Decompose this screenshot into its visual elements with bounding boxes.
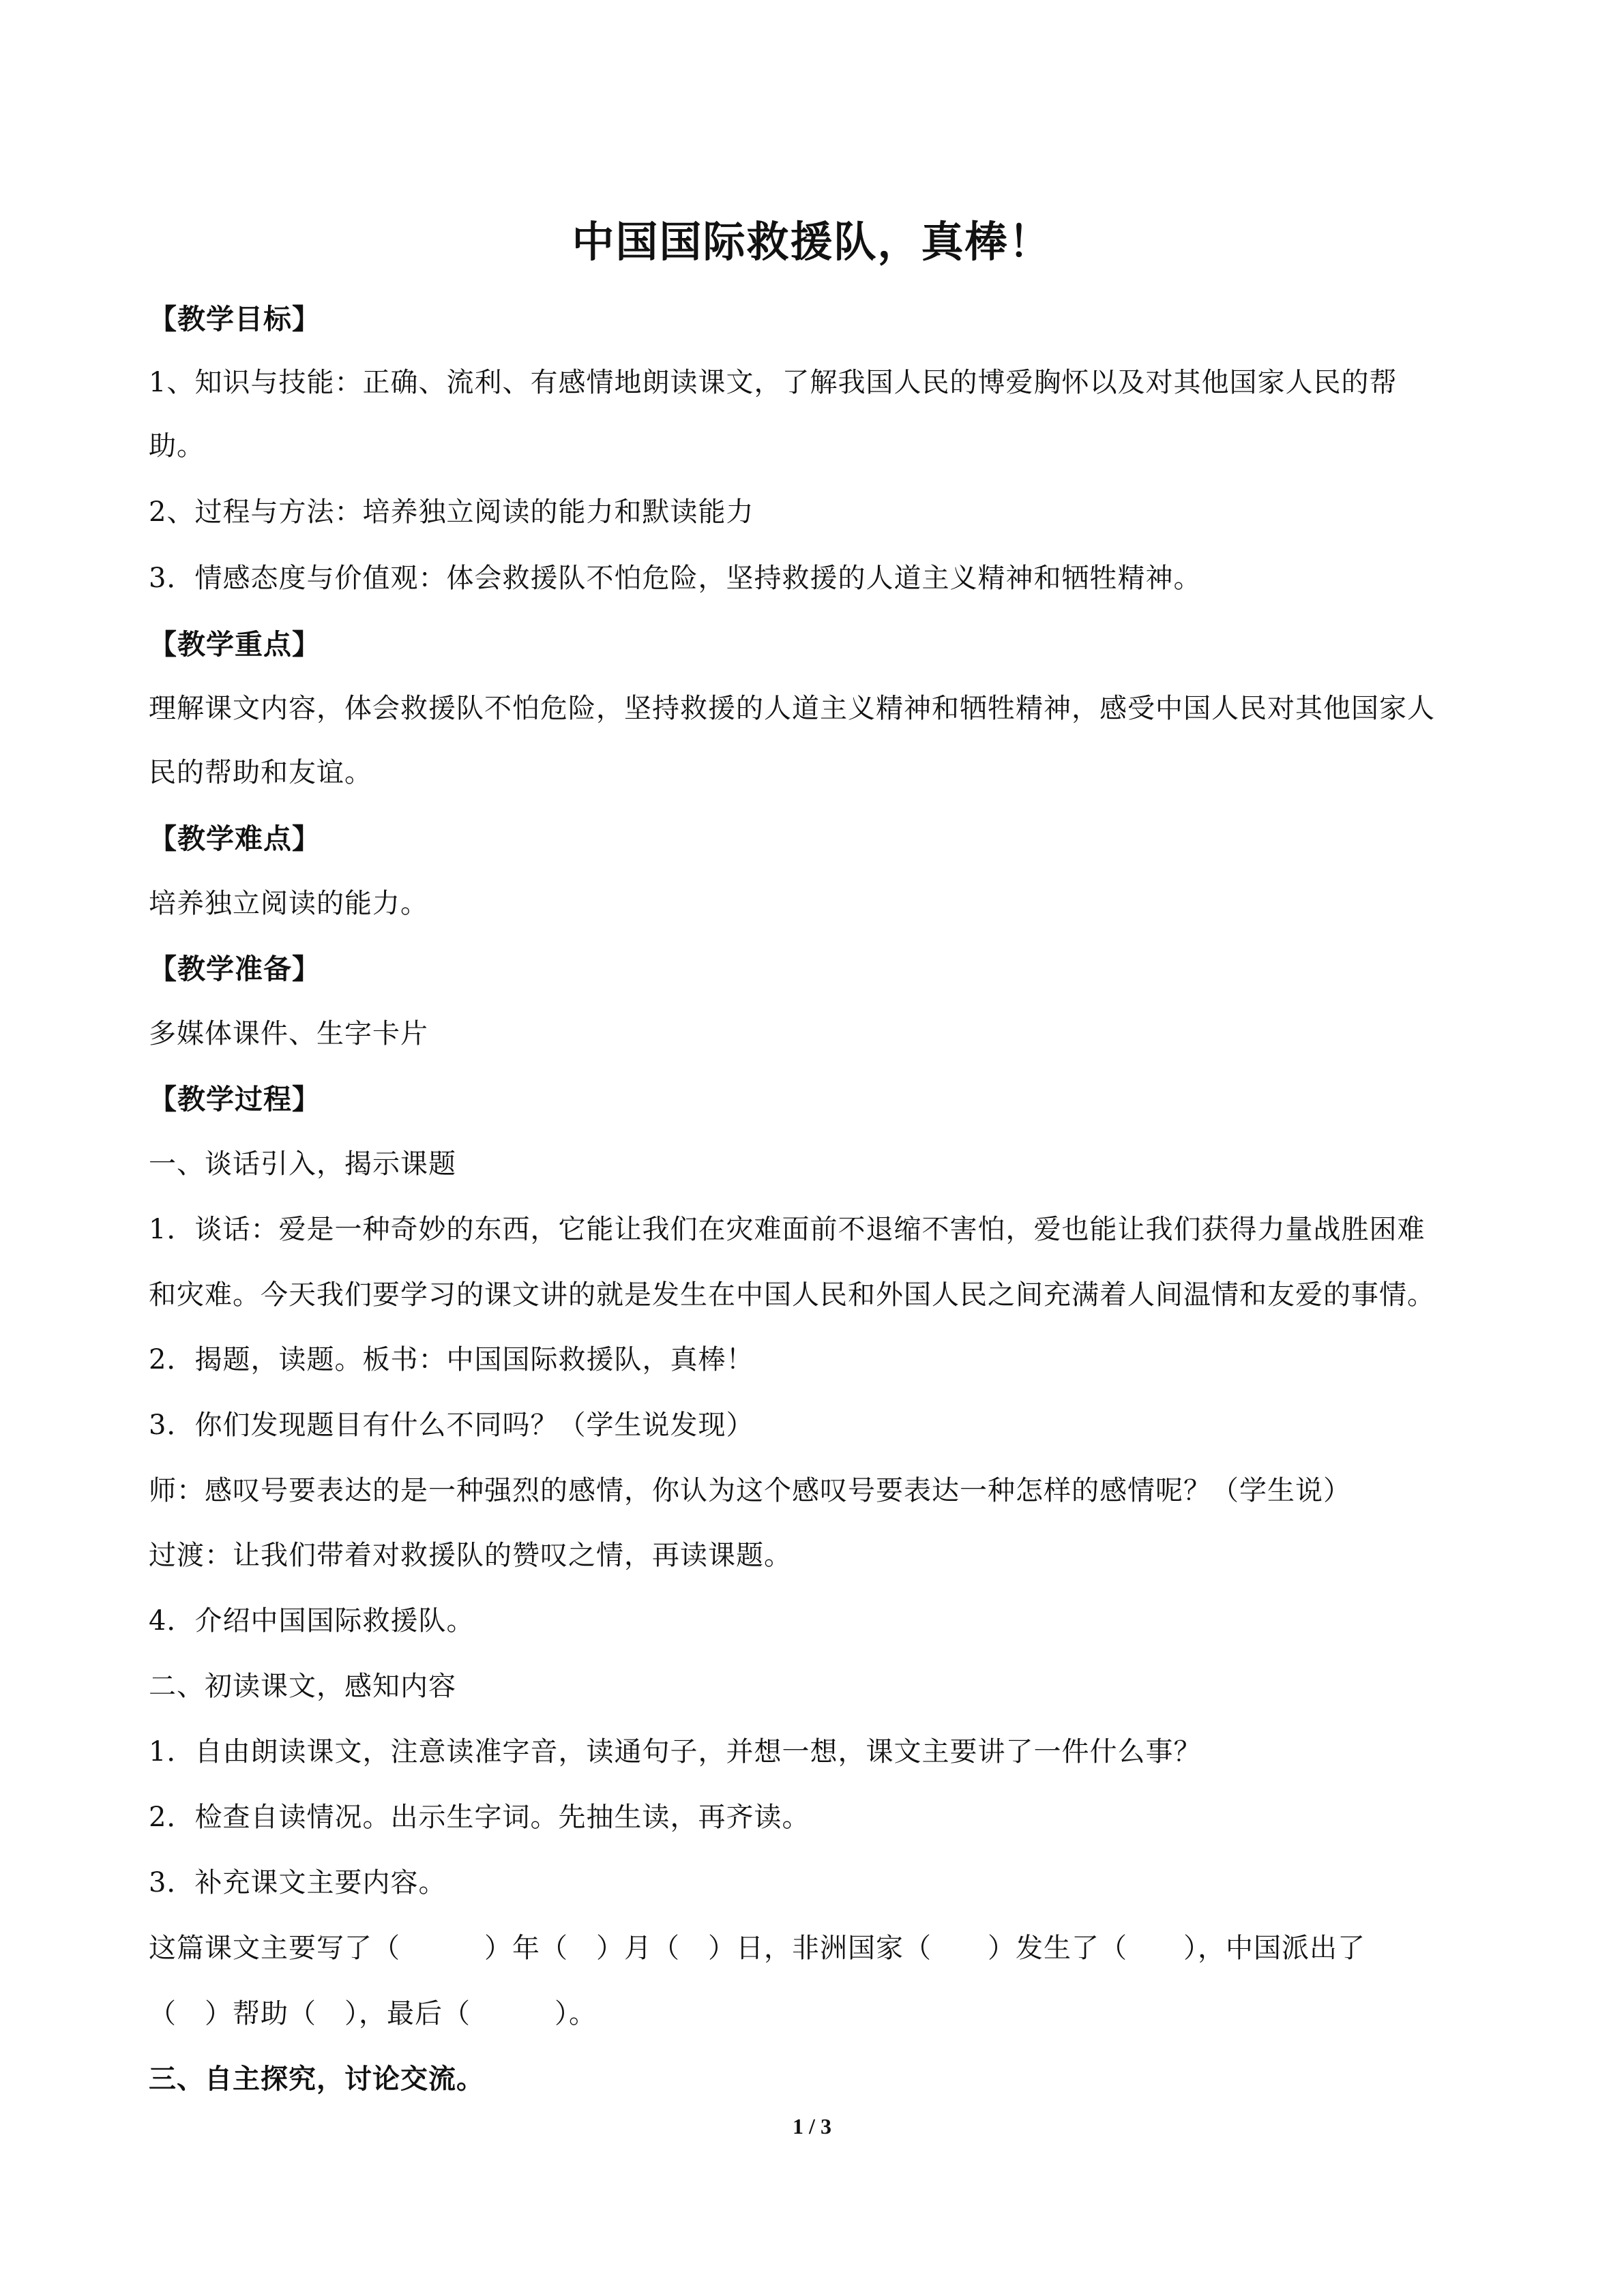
paragraph-line: 培养独立阅读的能力。 (149, 888, 428, 919)
paragraph-line: 3．你们发现题目有什么不同吗？（学生说发现） (149, 1410, 754, 1441)
paragraph-line: 过渡：让我们带着对救援队的赞叹之情，再读课题。 (149, 1540, 792, 1571)
paragraph-line: 2、过程与方法：培养独立阅读的能力和默读能力 (149, 496, 754, 528)
paragraph-line: 3．情感态度与价值观：体会救援队不怕危险，坚持救援的人道主义精神和牺牲精神。 (149, 563, 1202, 594)
section-heading-objectives: 【教学目标】 (149, 303, 321, 336)
paragraph-line: 和灾难。今天我们要学习的课文讲的就是发生在中国人民和外国人民之间充满着人间温情和友爱的事情。 (149, 1279, 1435, 1311)
paragraph-line: 理解课文内容，体会救援队不怕危险，坚持救援的人道主义精神和牺牲精神，感受中国人民对其他国家人 (149, 693, 1435, 724)
section-heading-key-points: 【教学重点】 (149, 628, 321, 661)
page-number: 1 / 3 (793, 2114, 831, 2138)
fill-in-line: （ ）帮助（ ），最后（ ）。 (149, 1998, 597, 2029)
paragraph-line: 2．揭题，读题。板书：中国国际救援队，真棒！ (149, 1344, 754, 1375)
subsection-line-bold: 三、自主探究，讨论交流。 (149, 2063, 484, 2095)
section-heading-process: 【教学过程】 (149, 1083, 321, 1116)
page-title: 中国国际救援队，真棒！ (572, 217, 1052, 267)
paragraph-line: 民的帮助和友谊。 (149, 757, 372, 788)
section-heading-difficulties: 【教学难点】 (149, 822, 321, 855)
section-heading-preparation: 【教学准备】 (149, 953, 321, 985)
paragraph-line: 1．自由朗读课文，注意读准字音，读通句子，并想一想，课文主要讲了一件什么事？ (149, 1736, 1202, 1768)
paragraph-line: 3．补充课文主要内容。 (149, 1867, 447, 1898)
paragraph-line: 1．谈话：爱是一种奇妙的东西，它能让我们在灾难面前不退缩不害怕，爱也能让我们获得力量战胜困难 (149, 1214, 1426, 1245)
paragraph-line: 多媒体课件、生字卡片 (149, 1018, 428, 1049)
paragraph-line: 2．检查自读情况。出示生字词。先抽生读，再齐读。 (149, 1802, 810, 1833)
paragraph-line: 师：感叹号要表达的是一种强烈的感情，你认为这个感叹号要表达一种怎样的感情呢？（学生说） (149, 1475, 1351, 1506)
paragraph-line: 1、知识与技能：正确、流利、有感情地朗读课文，了解我国人民的博爱胸怀以及对其他国家人民的帮 (149, 367, 1398, 398)
fill-in-line: 这篇课文主要写了（ ）年（ ）月（ ）日，非洲国家（ ）发生了（ ），中国派出了 (149, 1933, 1365, 1964)
subsection-line: 二、初读课文，感知内容 (149, 1671, 456, 1702)
paragraph-line: 4．介绍中国国际救援队。 (149, 1605, 475, 1637)
subsection-line: 一、谈话引入，揭示课题 (149, 1148, 456, 1180)
paragraph-line: 助。 (149, 430, 205, 462)
